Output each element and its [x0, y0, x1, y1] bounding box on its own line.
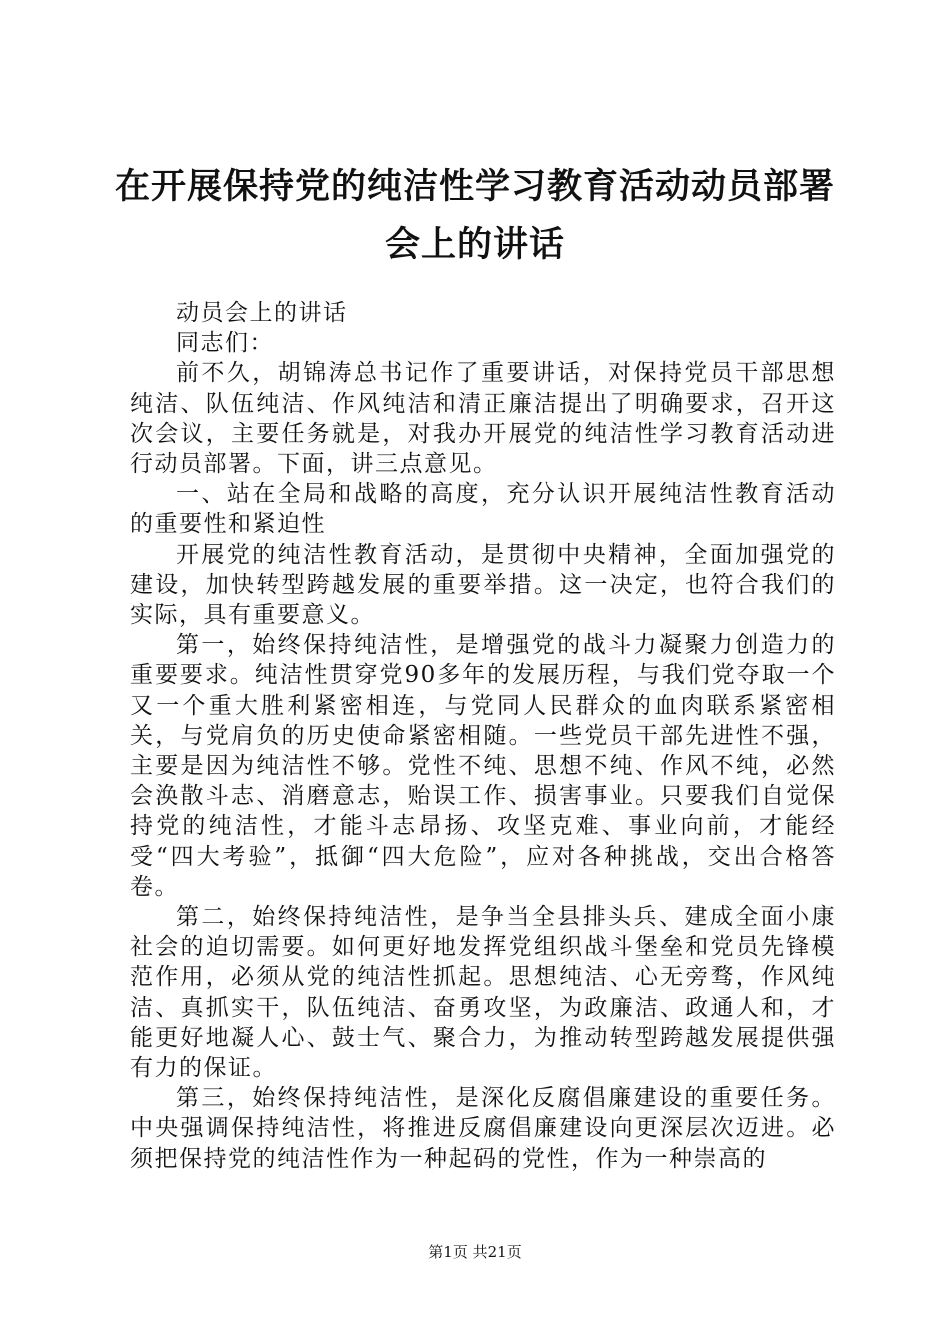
paragraph-salutation: 同志们：: [176, 330, 274, 357]
paragraph-point-1: 第一，始终保持纯洁性，是增强党的战斗力凝聚力创造力的重要要求。纯洁性贯穿党90多年的发展历程，与我们党夺取一个又一个重大胜利紧密相连，与党同人民群众的血肉联系紧密相关，与党肩负的历史使命紧密相随。一些党员干部先进性不强，主要是因为纯洁性不够。党性不纯、思想不纯、作风不纯，必然会涣散斗志、消磨意志，贻误工作、损害事业。只要我们自觉保持党的纯洁性，才能斗志昂扬、攻坚克难、事业向前，才能经受“四大考验”，抵御“四大危险”，应对各种挑战，交出合格答卷。: [130, 632, 836, 900]
paragraph-point-2: 第二，始终保持纯洁性，是争当全县排头兵、建成全面小康社会的迫切需要。如何更好地发挥党组织战斗堡垒和党员先锋模范作用，必须从党的纯洁性抓起。思想纯洁、心无旁骛，作风纯洁、真抓实干，队伍纯洁、奋勇攻坚，为政廉洁、政通人和，才能更好地凝人心、鼓士气、聚合力，为推动转型跨越发展提供强有力的保证。: [130, 904, 836, 1082]
paragraph-subtitle: 动员会上的讲话: [176, 300, 348, 326]
document-title: 在开展保持党的纯洁性学习教育活动动员部署会上的讲话: [114, 167, 835, 265]
paragraph-significance: 开展党的纯洁性教育活动，是贯彻中央精神，全面加强党的建设，加快转型跨越发展的重要举措。这一决定，也符合我们的实际，具有重要意义。: [130, 541, 836, 629]
section-heading-1: 一、站在全局和战略的高度，充分认识开展纯洁性教育活动的重要性和紧迫性: [130, 481, 836, 538]
paragraph-point-3: 第三，始终保持纯洁性，是深化反腐倡廉建设的重要任务。中央强调保持纯洁性，将推进反腐倡廉建设向更深层次迈进。必须把保持党的纯洁性作为一种起码的党性，作为一种崇高的: [130, 1085, 836, 1172]
page-number-footer: 第1页 共21页: [428, 1243, 522, 1261]
document-body: [130, 298, 836, 1174]
paragraph-intro: 前不久，胡锦涛总书记作了重要讲话，对保持党员干部思想纯洁、队伍纯洁、作风纯洁和清正廉洁提出了明确要求，召开这次会议，主要任务就是，对我办开展党的纯洁性学习教育活动进行动员部署。下面，讲三点意见。: [130, 360, 836, 478]
